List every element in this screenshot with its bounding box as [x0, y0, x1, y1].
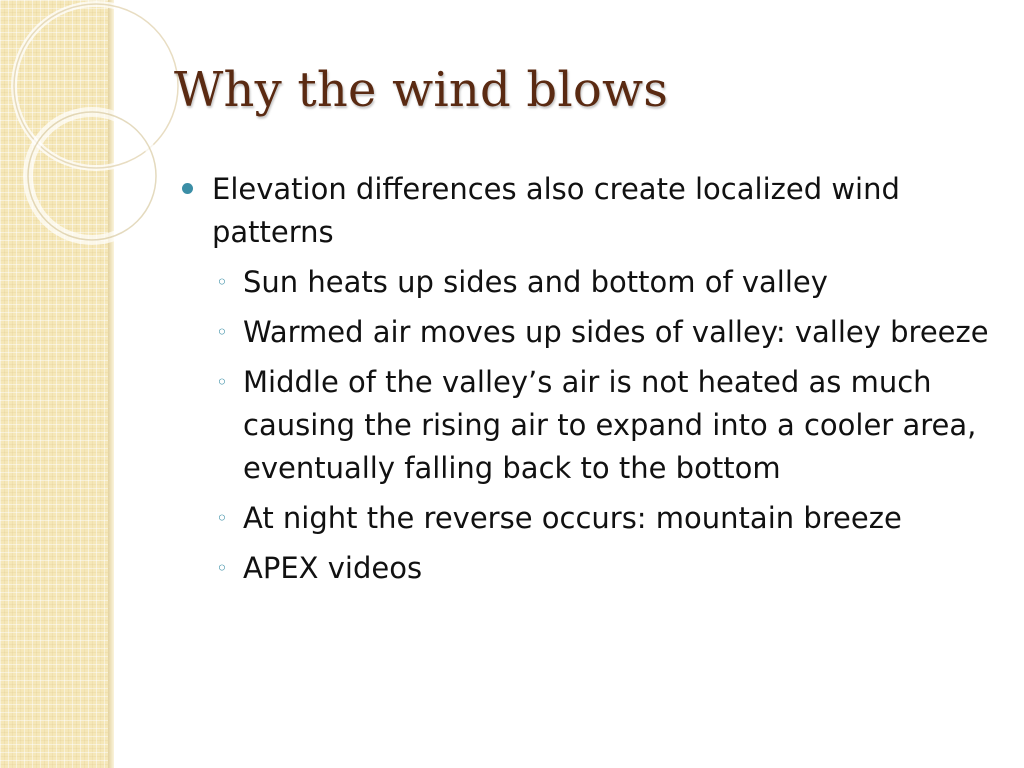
sub-bullet-item: [176, 497, 996, 540]
hollow-circle-icon: ◦: [216, 270, 228, 294]
hollow-circle-icon: ◦: [216, 506, 228, 530]
hollow-circle-icon: ◦: [216, 370, 228, 394]
sub-bullet-item: [176, 547, 996, 590]
sub-bullet-text: Sun heats up sides and bottom of valley: [243, 265, 828, 299]
hollow-circle-icon: ◦: [216, 556, 228, 580]
sub-bullet-item: [176, 361, 996, 490]
slide-content: [176, 168, 996, 597]
sub-bullet-text: At night the reverse occurs: mountain breeze: [243, 501, 902, 535]
slide-title: Why the wind blows: [174, 62, 669, 118]
bullet-text: Elevation differences also create localized wind patterns: [212, 172, 900, 249]
bullet-item: [176, 168, 996, 254]
hollow-circle-icon: ◦: [216, 320, 228, 344]
sub-bullet-text: APEX videos: [243, 551, 423, 585]
sub-bullet-text: Warmed air moves up sides of valley: valley breeze: [243, 315, 989, 349]
sub-bullet-text: Middle of the valley’s air is not heated as much causing the rising air to expand into a cooler area, eventually falling back to the bottom: [243, 365, 977, 485]
sub-bullet-list: [176, 261, 996, 590]
bullet-dot-icon: [182, 183, 193, 194]
decorative-rings-icon: [0, 0, 180, 280]
sub-bullet-item: [176, 311, 996, 354]
sub-bullet-item: [176, 261, 996, 304]
